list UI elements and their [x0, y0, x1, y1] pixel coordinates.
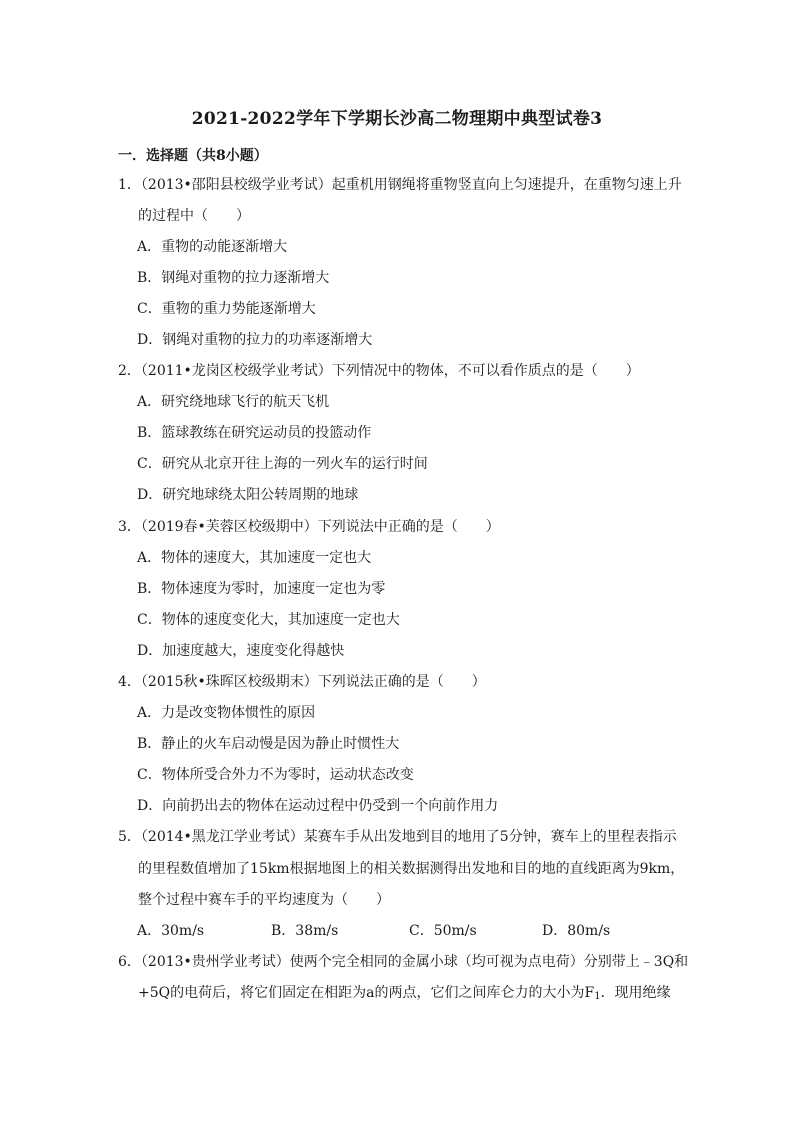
question-6-stem-cont [138, 984, 671, 1006]
question-6-subscript: 1 [594, 991, 601, 1002]
question-3-option-b: B．物体速度为零时，加速度一定也为零 [137, 581, 386, 597]
question-2-option-c: C．研究从北京开往上海的一列火车的运行时间 [137, 456, 428, 472]
question-3-stem: 3．（2019春•芙蓉区校级期中）下列说法中正确的是（ ） [118, 519, 500, 535]
question-1-option-b: B．钢绳对重物的拉力逐渐增大 [137, 270, 330, 286]
question-2-stem: 2．（2011•龙岗区校级学业考试）下列情况中的物体，不可以看作质点的是（ ） [118, 363, 640, 379]
question-1-option-a: A．重物的动能逐渐增大 [137, 239, 288, 255]
question-5-options-row [0, 922, 794, 940]
question-6-text-post: ．现用绝缘 [600, 985, 671, 1001]
question-1-stem: 1．（2013•邵阳县校级学业考试）起重机用钢绳将重物竖直向上匀速提升，在重物匀速上升 [118, 177, 682, 193]
question-5-stem-cont-2: 整个过程中赛车手的平均速度为（ ） [138, 892, 390, 908]
question-4-option-d: D．向前扔出去的物体在运动过程中仍受到一个向前作用力 [137, 798, 499, 814]
question-3-option-c: C．物体的速度变化大，其加速度一定也大 [137, 612, 400, 628]
question-3-option-d: D．加速度越大，速度变化得越快 [137, 643, 345, 659]
question-4-option-a: A．力是改变物体惯性的原因 [137, 705, 316, 721]
question-4-option-c: C．物体所受合外力不为零时，运动状态改变 [137, 767, 414, 783]
question-5-option-c: C．50m/s [409, 923, 477, 939]
question-2-option-d: D．研究地球绕太阳公转周期的地球 [137, 487, 359, 503]
question-1-option-d: D．钢绳对重物的拉力的功率逐渐增大 [137, 332, 373, 348]
question-6-stem: 6．（2013•贵州学业考试）使两个完全相同的金属小球（均可视为点电荷）分别带上﹣3Q和 [118, 954, 689, 970]
page-title: 2021-2022学年下学期长沙高二物理期中典型试卷3 [191, 109, 603, 129]
question-3-option-a: A．物体的速度大，其加速度一定也大 [137, 550, 372, 566]
question-6-text-pre: +5Q的电荷后，将它们固定在相距为a的两点，它们之间库仑力的大小为F [138, 985, 595, 1001]
question-5-option-d: D．80m/s [542, 923, 611, 939]
question-1-stem-cont: 的过程中（ ） [138, 208, 250, 224]
question-5-stem-cont: 的里程数值增加了15km根据地图上的相关数据测得出发地和目的地的直线距离为9km， [138, 861, 685, 877]
question-2-option-a: A．研究绕地球飞行的航天飞机 [137, 394, 330, 410]
question-5-option-b: B．38m/s [271, 923, 339, 939]
question-2-option-b: B．篮球教练在研究运动员的投篮动作 [137, 425, 372, 441]
question-1-option-c: C．重物的重力势能逐渐增大 [137, 301, 316, 317]
question-4-stem: 4．（2015秋•珠晖区校级期末）下列说法正确的是（ ） [118, 674, 486, 690]
question-5-option-a: A．30m/s [137, 923, 205, 939]
question-4-option-b: B．静止的火车启动慢是因为静止时惯性大 [137, 736, 400, 752]
section-heading: 一．选择题（共8小题） [118, 148, 268, 164]
question-5-stem: 5．（2014•黑龙江学业考试）某赛车手从出发地到目的地用了5分钟，赛车上的里程表指示 [118, 829, 677, 845]
